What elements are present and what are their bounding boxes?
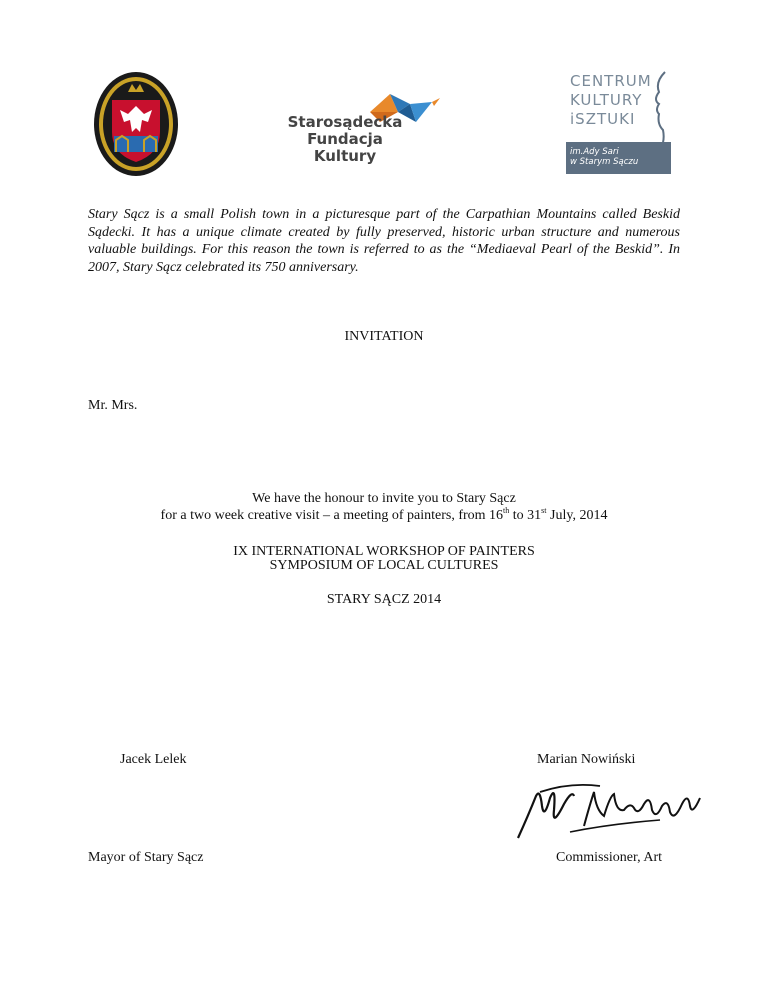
centrum-name-line1: CENTRUM [570,72,652,90]
workshop-title: IX INTERNATIONAL WORKSHOP OF PAINTERS [233,544,535,559]
foundation-name-line3: Kultury [313,147,377,165]
signatory-left-role: Mayor of Stary Sącz [88,850,204,865]
signatory-right-role: Commissioner, Art [556,850,662,865]
centrum-name-line3: iSZTUKI [570,110,636,128]
header-logos [0,0,768,190]
invite-line-2-end: July, 2014 [546,508,608,523]
invite-line-2 [0,507,768,524]
ordinal-suffix-end: st [541,506,547,515]
foundation-name-line2: Fundacja [307,130,383,148]
town-crest-logo [92,70,180,178]
centrum-logo [566,70,671,174]
centrum-subtitle-line2: w Starym Sączu [570,157,639,167]
handwritten-signature [510,776,705,846]
signatory-right-name: Marian Nowiński [537,752,636,767]
centrum-subtitle-box [566,142,671,174]
centrum-name [570,72,660,129]
invite-line-2-mid: to 31 [509,508,542,523]
invite-line-1: We have the honour to invite you to Stary Sącz [252,491,516,506]
event-year: STARY SĄCZ 2014 [326,592,442,607]
face-profile-icon [651,70,669,148]
invite-line-2-start: for a two week creative visit – a meeting of painters, from 16 [160,508,504,523]
centrum-name-line2: KULTURY [570,91,643,109]
symposium-title: SYMPOSIUM OF LOCAL CULTURES [269,558,499,573]
foundation-logo [285,92,445,172]
invitation-title: INVITATION [344,329,424,344]
foundation-name [285,114,405,165]
salutation: Mr. Mrs. [88,398,138,413]
signatory-left-name: Jacek Lelek [120,752,187,767]
foundation-name-line1: Starosądecka [287,113,403,131]
intro-paragraph: Stary Sącz is a small Polish town in a picturesque part of the Carpathian Mountains called Beskid Sądecki. It has a unique climate created by fully preserved, historic urban structure and numerous valuable buildings. For this reason the town is referred to as the “Mediaeval Pearl of the Beskid”. In 2007, Stary Sącz celebrated its 750 anniversary. [88,207,680,275]
ordinal-suffix-start: th [503,506,510,515]
centrum-subtitle-line1: im.Ady Sari [570,147,619,157]
